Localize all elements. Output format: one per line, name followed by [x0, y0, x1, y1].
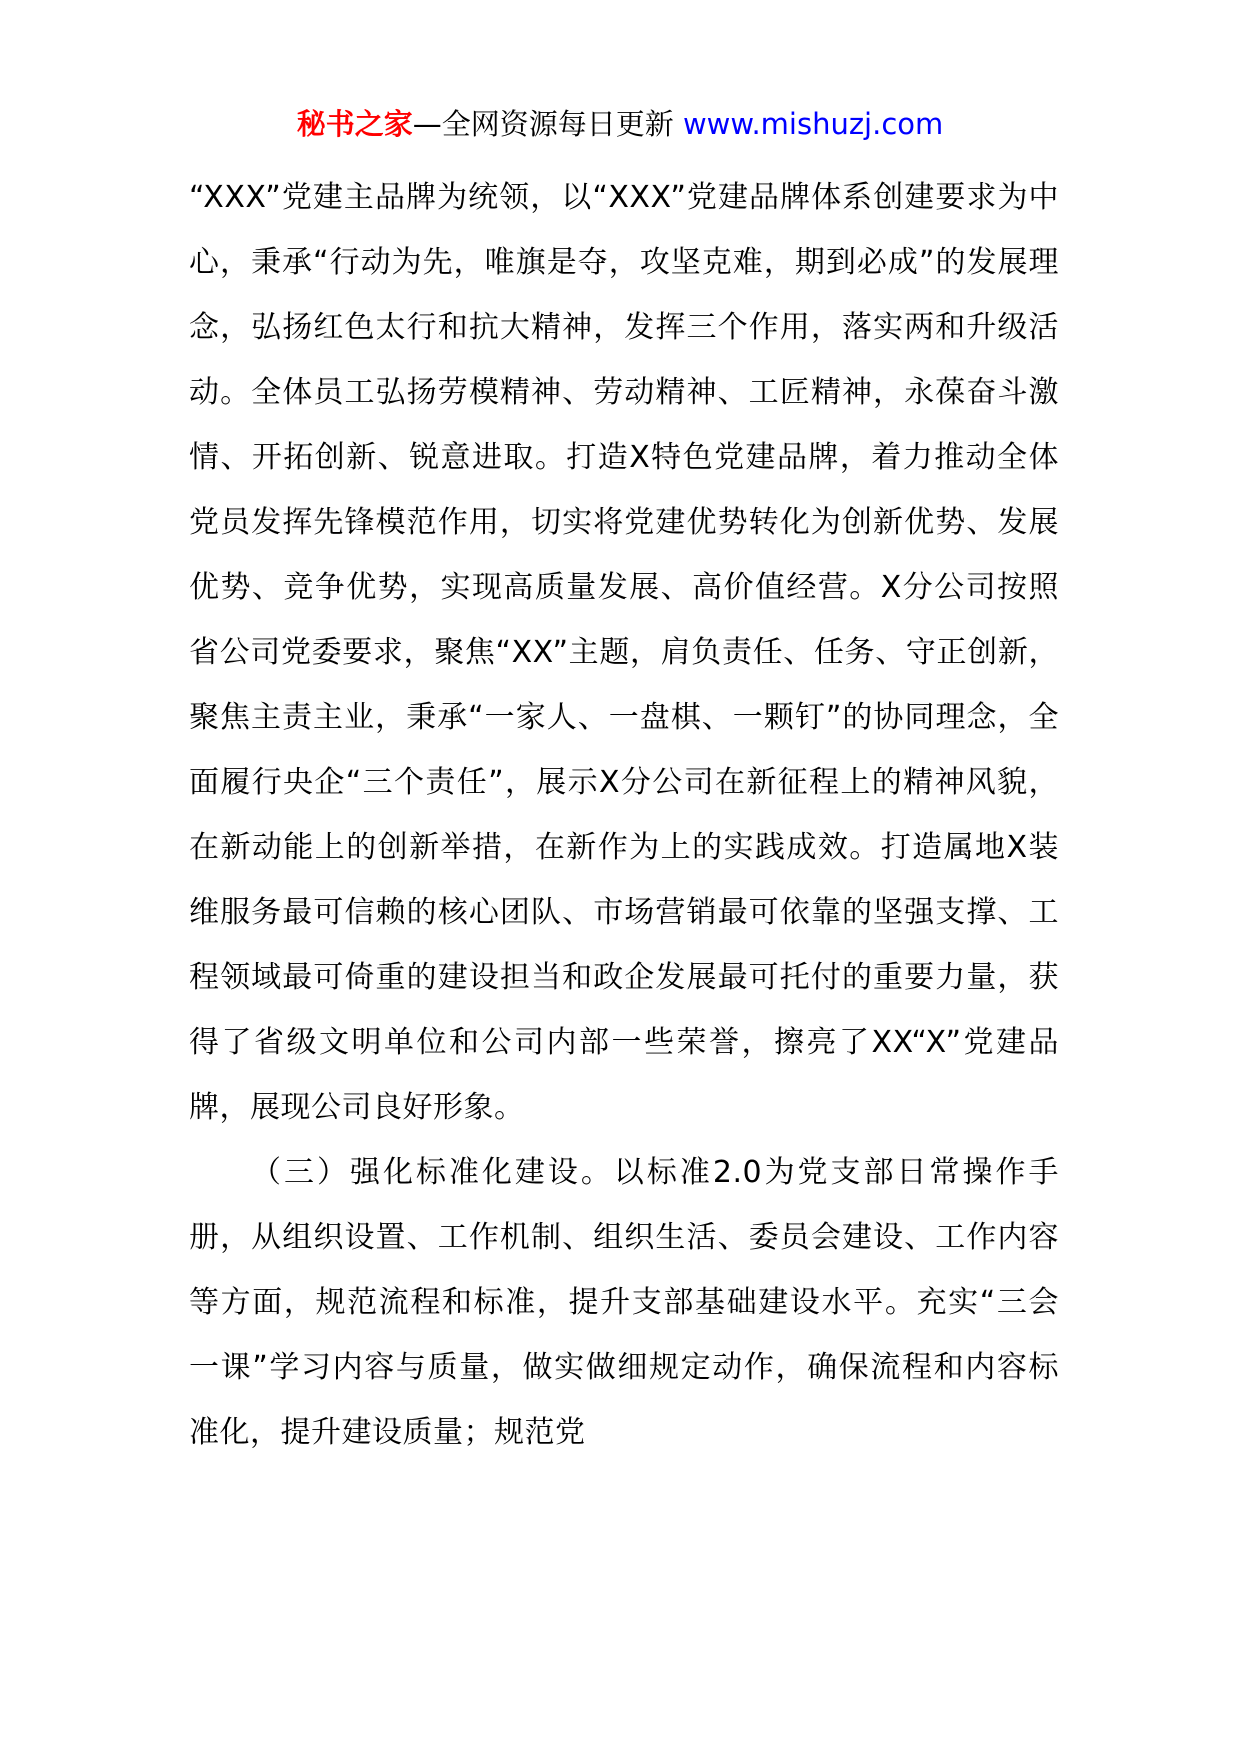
- paragraph-2: （三）强化标准化建设。以标准2.0为党支部日常操作手册，从组织设置、工作机制、组织生活、委员会建设、工作内容等方面，规范流程和标准，提升支部基础建设水平。充实“三会一课”学习内容与质量，做实做细规定动作，确保流程和内容标准化，提升建设质量；规范党: [189, 1155, 1059, 1450]
- header-brand: 秘书之家: [296, 107, 413, 141]
- document-body: [189, 165, 1059, 1465]
- header-tagline: —全网资源每日更新: [412, 107, 683, 141]
- header-url[interactable]: www.mishuzj.com: [682, 107, 944, 141]
- paragraph-1: “XXX”党建主品牌为统领，以“XXX”党建品牌体系创建要求为中心，秉承“行动为先，唯旗是夺，攻坚克难，期到必成”的发展理念，弘扬红色太行和抗大精神，发挥三个作用，落实两和升级活动。全体员工弘扬劳模精神、劳动精神、工匠精神，永葆奋斗激情、开拓创新、锐意进取。打造X特色党建品牌，着力推动全体党员发挥先锋模范作用，切实将党建优势转化为创新优势、发展优势、竞争优势，实现高质量发展、高价值经营。X分公司按照省公司党委要求，聚焦“XX”主题，肩负责任、任务、守正创新，聚焦主责主业，秉承“一家人、一盘棋、一颗钉”的协同理念，全面履行央企“三个责任”，展示X分公司在新征程上的精神风貌，在新动能上的创新举措，在新作为上的实践成效。打造属地X装维服务最可信赖的核心团队、市场营销最可依靠的坚强支撑、工程领域最可倚重的建设担当和政企发展最可托付的重要力量，获得了省级文明单位和公司内部一些荣誉，擦亮了XX“X”党建品牌，展现公司良好形象。: [189, 180, 1059, 1125]
- page-header: [0, 104, 1240, 144]
